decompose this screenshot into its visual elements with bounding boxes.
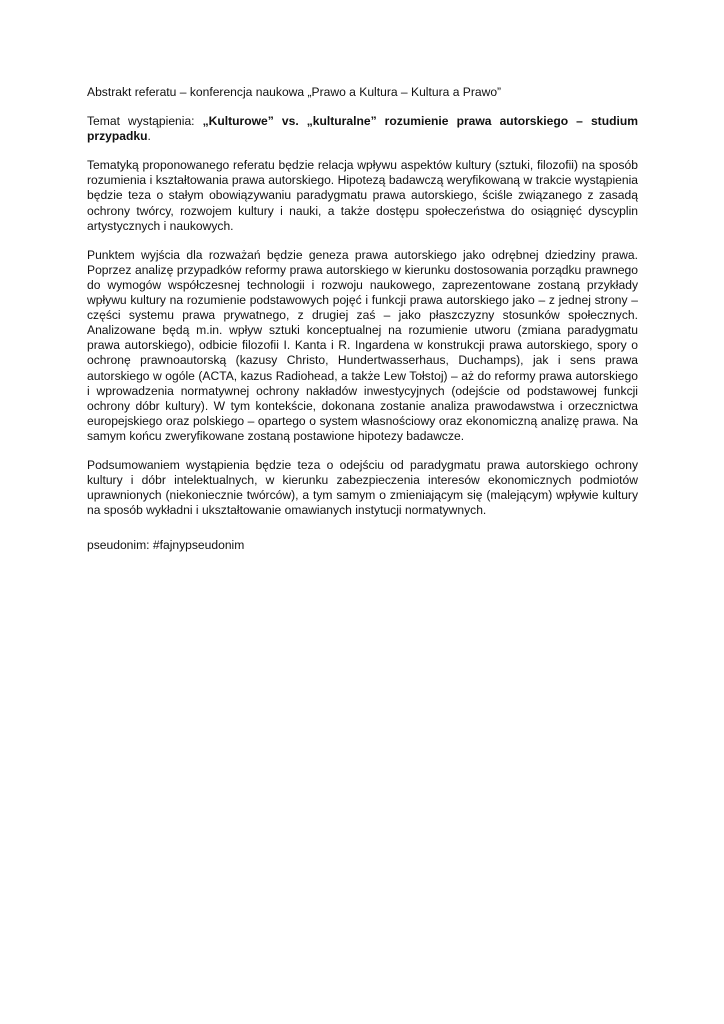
paragraph-summary: Podsumowaniem wystąpienia będzie teza o odejściu od paradygmatu prawa autorskiego ochrony kultury i dóbr intelektualnych, w kierunku zabezpieczenia interesów ekonomicznych podmiotów uprawnionych (niekoniecznie twórców), a tym samym o zmieniającym się (malejącym) wpływie kultury na sposób wykładni i ukształtowanie omawianych instytucji normatywnych. <box>87 457 638 518</box>
paragraph-introduction: Tematyką proponowanego referatu będzie relacja wpływu aspektów kultury (sztuki, filozofii) na sposób rozumienia i kształtowania prawa autorskiego. Hipotezą badawczą weryfikowaną w trakcie wystąpienia będzie teza o stałym obowiązywaniu paradygmatu prawa autorskiego, ściśle związanego z zasadą ochrony twórcy, rozwojem kultury i nauki, a także dostępu społeczeństwa do osiągnięć dyscyplin artystycznych i naukowych. <box>87 158 638 233</box>
paragraph-analysis: Punktem wyjścia dla rozważań będzie geneza prawa autorskiego jako odrębnej dziedziny prawa. Poprzez analizę przypadków reformy prawa autorskiego w kierunku dostosowania porządku prawnego do wymogów współczesnej technologii i rozwoju naukowego, zaprezentowane zostaną przykłady wpływu kultury na rozumienie podstawowych pojęć i funkcji prawa autorskiego jako – z jednej strony – części systemu prawa prywatnego, z drugiej zaś – jako płaszczyzny stosunków społecznych. Analizowane będą m.in. wpływ sztuki konceptualnej na rozumienie utworu (zmiana paradygmatu prawa autorskiego), odbicie filozofii I. Kanta i R. Ingardena w konstrukcji prawa autorskiego, spory o ochronę prawnoautorską (kazusy Christo, Hundertwasserhaus, Duchamps), jak i sens prawa autorskiego w ogóle (ACTA, kazus Radiohead, a także Lew Tołstoj) – aż do reformy prawa autorskiego i wprowadzenia normatywnej ochrony nakładów inwestycyjnych (odejście od podstawowej funkcji ochrony dóbr kultury). W tym kontekście, dokonana zostanie analiza prawodawstwa i orzecznictwa europejskiego oraz polskiego – opartego o system własnościowy oraz ekonomiczną analizę prawa. Na samym końcu zweryfikowane zostaną postawione hipotezy badawcze. <box>87 247 638 443</box>
topic-prefix: Temat wystąpienia: <box>87 114 203 129</box>
topic-title: „Kulturowe” vs. „kulturalne” rozumienie prawa autorskiego – studium przypadku <box>87 114 638 144</box>
talk-topic <box>87 114 638 144</box>
topic-suffix: . <box>147 129 151 144</box>
pseudonym: pseudonim: #fajnypseudonim <box>87 538 245 553</box>
document-header: Abstrakt referatu – konferencja naukowa „Prawo a Kultura – Kultura a Prawo” <box>87 85 502 99</box>
document-body <box>87 85 638 567</box>
